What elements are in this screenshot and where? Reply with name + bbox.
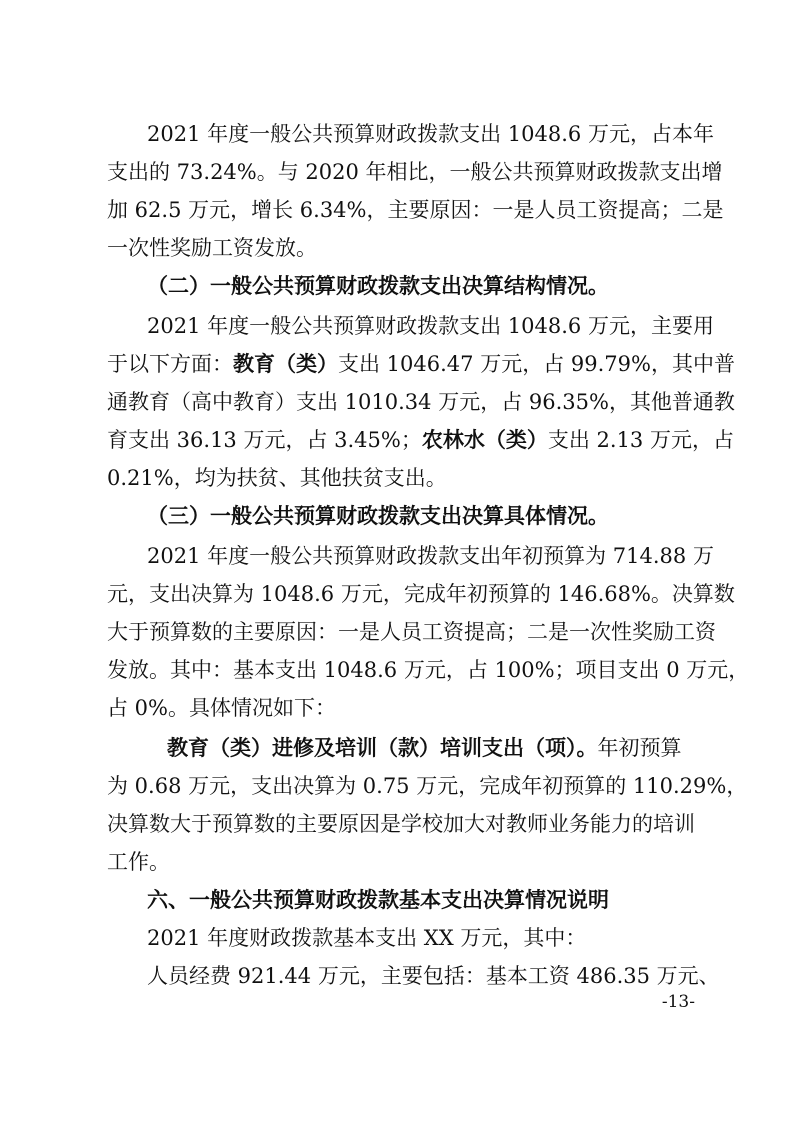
paragraph-line: 0.21%，均为扶贫、其他扶贫支出。	[107, 466, 447, 490]
paragraph-line: 一次性奖励工资发放。	[107, 236, 317, 260]
category-education: 教育（类）	[233, 352, 338, 376]
section-heading: （三）一般公共预算财政拨款支出决算具体情况。	[147, 504, 609, 528]
paragraph-line: 教育（类）进修及培训（款）培训支出（项）。年初预算	[167, 736, 682, 760]
page-number: -13-	[661, 992, 695, 1012]
paragraph-line: 为 0.68 万元，支出决算为 0.75 万元，完成年初预算的 110.29%，	[107, 774, 748, 798]
paragraph-line: 于以下方面：教育（类）支出 1046.47 万元，占 99.79%，其中普	[107, 352, 735, 376]
paragraph-line: 工作。	[107, 850, 170, 874]
category-agriculture: 农林水（类）	[421, 428, 548, 452]
section-heading: （二）一般公共预算财政拨款支出决算结构情况。	[147, 274, 609, 298]
paragraph-line: 大于预算数的主要原因：一是人员工资提高；二是一次性奖励工资	[107, 620, 716, 644]
paragraph-line: 通教育（高中教育）支出 1010.34 万元，占 96.35%，其他普通教	[107, 390, 735, 414]
paragraph-line: 人员经费 921.44 万元，主要包括：基本工资 486.35 万元、	[147, 964, 720, 988]
paragraph-line: 元，支出决算为 1048.6 万元，完成年初预算的 146.68%。决算数	[107, 582, 735, 606]
paragraph-line: 支出的 73.24%。与 2020 年相比，一般公共预算财政拨款支出增	[107, 160, 723, 184]
paragraph-line: 育支出 36.13 万元，占 3.45%；农林水（类）支出 2.13 万元，占	[107, 428, 734, 452]
item-heading: 教育（类）进修及培训（款）培训支出（项）。	[167, 736, 598, 760]
section-heading: 六、一般公共预算财政拨款基本支出决算情况说明	[147, 888, 609, 912]
paragraph-line: 发放。其中：基本支出 1048.6 万元，占 100%；项目支出 0 万元，	[107, 658, 750, 682]
paragraph-line: 加 62.5 万元，增长 6.34%，主要原因：一是人员工资提高；二是	[107, 198, 724, 222]
paragraph-line: 2021 年度一般公共预算财政拨款支出 1048.6 万元，占本年	[147, 122, 714, 146]
paragraph-line: 2021 年度财政拨款基本支出 XX 万元，其中：	[147, 926, 587, 950]
paragraph-line: 2021 年度一般公共预算财政拨款支出 1048.6 万元，主要用	[147, 314, 714, 338]
paragraph-line: 占 0%。具体情况如下：	[107, 696, 336, 720]
paragraph-line: 2021 年度一般公共预算财政拨款支出年初预算为 714.88 万	[147, 544, 714, 568]
paragraph-line: 决算数大于预算数的主要原因是学校加大对教师业务能力的培训	[107, 812, 695, 836]
